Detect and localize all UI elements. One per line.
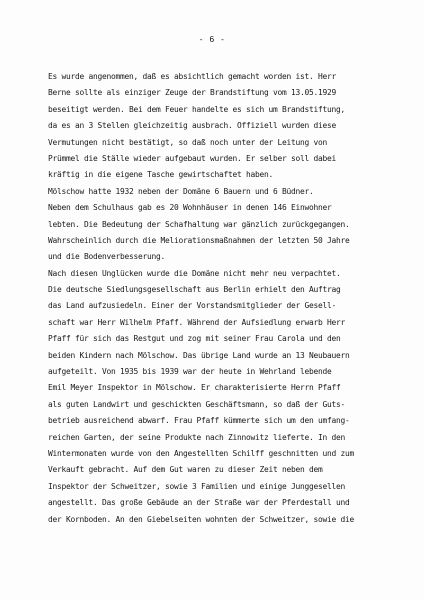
text-line: Die deutsche Siedlungsgesellschaft aus Berlin erhielt den Auftrag bbox=[48, 285, 341, 295]
text-line: schaft war Herr Wilhelm Pfaff. Während der Aufsiedlung erwarb Herr bbox=[48, 317, 346, 327]
body-text bbox=[48, 69, 398, 528]
text-line: Wahrscheinlich durch die Meliorationsmaßnahmen der letzten 50 Jahre bbox=[48, 235, 350, 245]
text-line: Mölschow hatte 1932 neben der Domäne 6 Bauern und 6 Büdner. bbox=[48, 186, 314, 196]
text-line: betrieb ausreichend abwarf. Frau Pfaff kümmerte sich um den umfang- bbox=[48, 416, 350, 426]
text-line: Prümmel die Ställe wieder aufgebaut wurden. Er selber soll dabei bbox=[48, 153, 337, 163]
text-line: aufgeteilt. Von 1935 bis 1939 war der heute in Wehrland lebende bbox=[48, 367, 332, 377]
text-line: Neben dem Schulhaus gab es 20 Wohnhäuser in denen 146 Einwohner bbox=[48, 203, 332, 213]
text-line: der Kornboden. An den Giebelseiten wohnten der Schweitzer, sowie die bbox=[48, 514, 355, 524]
text-line: beseitigt werden. Bei dem Feuer handelte es sich um Brandstiftung, bbox=[48, 104, 346, 114]
text-line: als guten Landwirt und geschickten Geschäftsmann, so daß der Guts- bbox=[48, 399, 346, 409]
text-line: Emil Meyer Inspektor in Mölschow. Er charakterisierte Herrn Pfaff bbox=[48, 383, 341, 393]
text-line: Berne sollte als einziger Zeuge der Brandstiftung vom 13.05.1929 bbox=[48, 88, 337, 98]
text-line: und die Bodenverbesserung. bbox=[48, 252, 166, 262]
text-line: da es an 3 Stellen gleichzeitig ausbrach. Offiziell wurden diese bbox=[48, 121, 337, 131]
text-line: lebten. Die Bedeutung der Schafhaltung war gänzlich zurückgegangen. bbox=[48, 219, 350, 229]
page-number: - 6 - bbox=[198, 34, 226, 44]
text-line: kräftig in die eigene Tasche gewirtschaftet haben. bbox=[48, 170, 274, 180]
text-line: reichen Garten, der seine Produkte nach Zinnowitz lieferte. In den bbox=[48, 432, 346, 442]
text-line: beiden Kindern nach Mölschow. Das übrige Land wurde an 13 Neubauern bbox=[48, 350, 350, 360]
text-line: Nach diesen Unglücken wurde die Domäne nicht mehr neu verpachtet. bbox=[48, 268, 341, 278]
text-line: Inspektor der Schweitzer, sowie 3 Familien und einige Junggesellen bbox=[48, 481, 346, 491]
text-line: Vermutungen nicht bestätigt, so daß noch unter der Leitung von bbox=[48, 137, 328, 147]
text-line: das Land aufzusiedeln. Einer der Vorstandsmitglieder der Gesell- bbox=[48, 301, 337, 311]
text-line: Es wurde angenommen, daß es absichtlich gemacht worden ist. Herr bbox=[48, 72, 337, 81]
text-line: Pfaff für sich das Restgut und zog mit seiner Frau Carola und den bbox=[48, 334, 341, 344]
text-line: Wintermonaten wurde von den Angestellten Schilff geschnitten und zum bbox=[48, 448, 355, 458]
text-line: angestellt. Das große Gebäude an der Straße war der Pferdestall und bbox=[48, 498, 350, 508]
text-line: Verkauft gebracht. Auf dem Gut waren zu dieser Zeit neben dem bbox=[48, 465, 323, 475]
